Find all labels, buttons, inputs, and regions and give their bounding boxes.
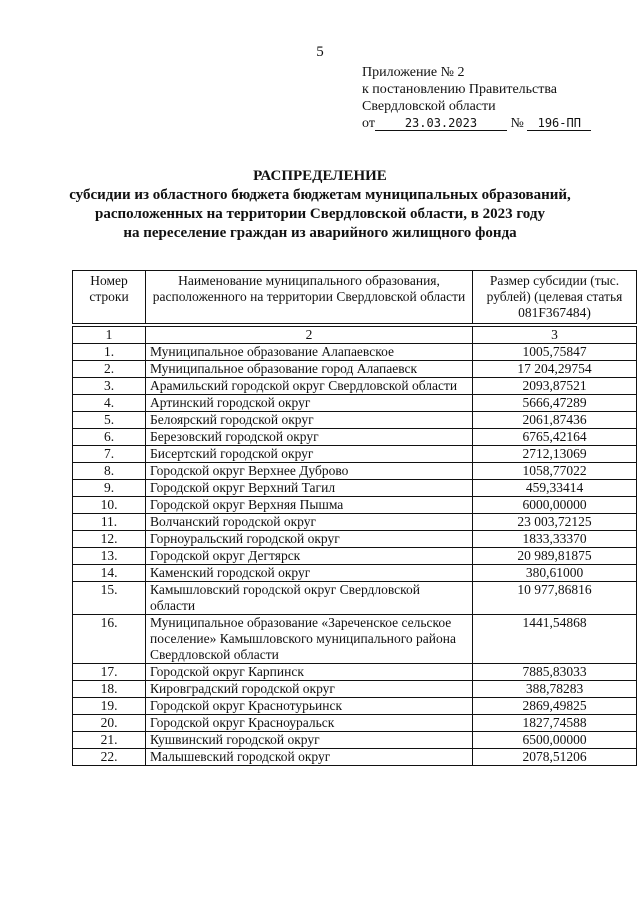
row-number: 2.	[73, 361, 146, 378]
municipality-name: Артинский городской округ	[146, 395, 473, 412]
decree-number: 196-ПП	[527, 116, 591, 131]
document-title	[60, 167, 580, 243]
municipality-name: Волчанский городской округ	[146, 514, 473, 531]
appendix-line-3: Свердловской области	[362, 99, 496, 114]
header-municipality: Наименование муниципального образования, расположенного на территории Свердловской области	[146, 271, 473, 324]
municipality-name: Муниципальное образование «Зареченское сельское поселение» Камышловского муниципального района Свердловской области	[146, 615, 473, 664]
subsidy-amount: 2869,49825	[473, 698, 637, 715]
row-number: 22.	[73, 749, 146, 766]
row-number: 15.	[73, 582, 146, 615]
row-number: 18.	[73, 681, 146, 698]
row-number: 14.	[73, 565, 146, 582]
table-row	[73, 548, 637, 565]
row-number: 4.	[73, 395, 146, 412]
table-row	[73, 446, 637, 463]
page-number: 5	[316, 44, 324, 60]
subsidy-amount: 1058,77022	[473, 463, 637, 480]
subsidy-amount: 1833,33370	[473, 531, 637, 548]
title-line-1: субсидии из областного бюджета бюджетам муниципальных образований,	[69, 187, 571, 203]
table-row	[73, 715, 637, 732]
decree-date: 23.03.2023	[375, 116, 507, 131]
municipality-name: Городской округ Карпинск	[146, 664, 473, 681]
subsidy-amount: 1005,75847	[473, 344, 637, 361]
subsidy-amount: 6500,00000	[473, 732, 637, 749]
table-row	[73, 664, 637, 681]
appendix-line-2: к постановлению Правительства	[362, 82, 558, 97]
table-row	[73, 615, 637, 664]
row-number: 6.	[73, 429, 146, 446]
appendix-block	[362, 64, 591, 132]
municipality-name: Каменский городской округ	[146, 565, 473, 582]
title-line-3: на переселение граждан из аварийного жилищного фонда	[123, 225, 517, 241]
municipality-name: Муниципальное образование город Алапаевск	[146, 361, 473, 378]
row-number: 17.	[73, 664, 146, 681]
row-number: 8.	[73, 463, 146, 480]
municipality-name: Белоярский городской округ	[146, 412, 473, 429]
municipality-name: Березовский городской округ	[146, 429, 473, 446]
subsidy-amount: 7885,83033	[473, 664, 637, 681]
subsidy-amount: 2712,13069	[473, 446, 637, 463]
table-row	[73, 480, 637, 497]
header-subsidy: Размер субсидии (тыс. рублей) (целевая статья 081F367484)	[473, 271, 637, 324]
table-row	[73, 732, 637, 749]
appendix-line-1: Приложение № 2	[362, 65, 465, 80]
number-label: №	[510, 116, 524, 131]
row-number: 9.	[73, 480, 146, 497]
table-row	[73, 395, 637, 412]
from-label: от	[362, 116, 375, 131]
row-number: 7.	[73, 446, 146, 463]
subsidy-amount: 20 989,81875	[473, 548, 637, 565]
municipality-name: Камышловский городской округ Свердловской области	[146, 582, 473, 615]
municipality-name: Кушвинский городской округ	[146, 732, 473, 749]
subsidy-amount: 17 204,29754	[473, 361, 637, 378]
header-row-number: Номер строки	[73, 271, 146, 324]
table-row	[73, 582, 637, 615]
municipality-name: Кировградский городской округ	[146, 681, 473, 698]
municipality-name: Городской округ Дегтярск	[146, 548, 473, 565]
municipality-name: Горноуральский городской округ	[146, 531, 473, 548]
title-line-2: расположенных на территории Свердловской области, в 2023 году	[95, 206, 545, 222]
subsidy-amount: 459,33414	[473, 480, 637, 497]
subsidy-amount: 5666,47289	[473, 395, 637, 412]
municipality-name: Городской округ Красноуральск	[146, 715, 473, 732]
municipality-name: Городской округ Верхняя Пышма	[146, 497, 473, 514]
column-index: 1	[73, 327, 146, 344]
table-row	[73, 749, 637, 766]
row-number: 19.	[73, 698, 146, 715]
row-number: 5.	[73, 412, 146, 429]
table-row	[73, 681, 637, 698]
subsidy-amount: 388,78283	[473, 681, 637, 698]
row-number: 1.	[73, 344, 146, 361]
table-row	[73, 698, 637, 715]
table-header-row	[73, 271, 637, 324]
row-number: 3.	[73, 378, 146, 395]
subsidy-amount: 6000,00000	[473, 497, 637, 514]
row-number: 16.	[73, 615, 146, 664]
table-body	[73, 324, 637, 766]
table-row	[73, 361, 637, 378]
municipality-name: Арамильский городской округ Свердловской области	[146, 378, 473, 395]
row-number: 20.	[73, 715, 146, 732]
table-row	[73, 514, 637, 531]
subsidy-amount: 10 977,86816	[473, 582, 637, 615]
row-number: 11.	[73, 514, 146, 531]
title-heading: РАСПРЕДЕЛЕНИЕ	[253, 168, 387, 184]
subsidy-amount: 1827,74588	[473, 715, 637, 732]
column-index: 2	[146, 327, 473, 344]
row-number: 10.	[73, 497, 146, 514]
appendix-date-line	[362, 115, 591, 132]
table-row	[73, 531, 637, 548]
municipality-name: Муниципальное образование Алапаевское	[146, 344, 473, 361]
table-row	[73, 429, 637, 446]
municipality-name: Бисертский городской округ	[146, 446, 473, 463]
subsidy-amount: 2061,87436	[473, 412, 637, 429]
table-row	[73, 463, 637, 480]
row-number: 21.	[73, 732, 146, 749]
table-row	[73, 565, 637, 582]
table-row	[73, 378, 637, 395]
subsidy-amount: 1441,54868	[473, 615, 637, 664]
column-index: 3	[473, 327, 637, 344]
table-row	[73, 497, 637, 514]
subsidy-amount: 6765,42164	[473, 429, 637, 446]
subsidy-amount: 23 003,72125	[473, 514, 637, 531]
municipality-name: Городской округ Верхний Тагил	[146, 480, 473, 497]
row-number: 12.	[73, 531, 146, 548]
subsidy-table	[72, 270, 637, 766]
municipality-name: Малышевский городской округ	[146, 749, 473, 766]
table-row	[73, 344, 637, 361]
municipality-name: Городской округ Верхнее Дуброво	[146, 463, 473, 480]
table-row	[73, 412, 637, 429]
subsidy-amount: 380,61000	[473, 565, 637, 582]
column-index-row	[73, 327, 637, 344]
row-number: 13.	[73, 548, 146, 565]
subsidy-amount: 2078,51206	[473, 749, 637, 766]
municipality-name: Городской округ Краснотурьинск	[146, 698, 473, 715]
subsidy-amount: 2093,87521	[473, 378, 637, 395]
